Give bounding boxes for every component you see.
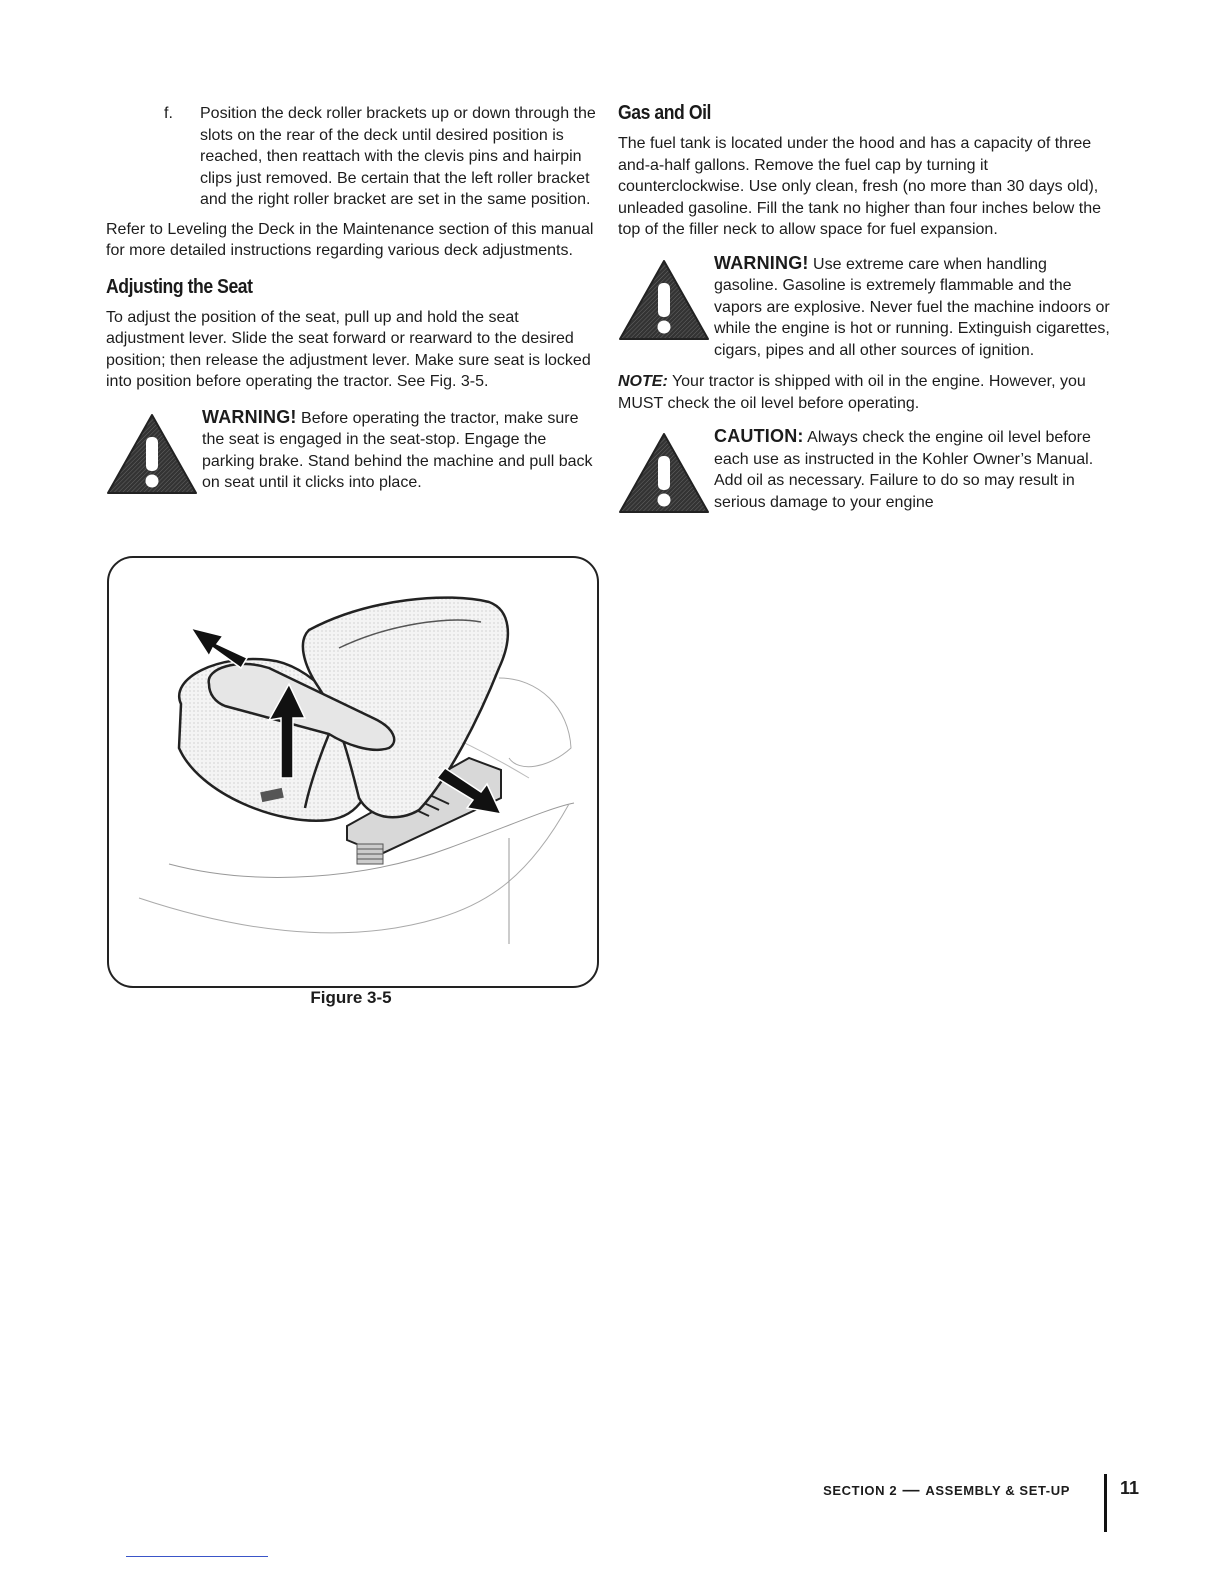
page-number: 11 bbox=[1120, 1478, 1140, 1498]
gas-warning bbox=[618, 253, 1110, 362]
step-f bbox=[106, 103, 596, 211]
bottom-rule bbox=[126, 1556, 268, 1557]
refer-paragraph: Refer to Leveling the Deck in the Maintenance section of this manual for more detailed instructions regarding various deck adjustments. bbox=[106, 220, 594, 259]
section-title: ASSEMBLY & SET-UP bbox=[925, 1483, 1070, 1498]
warning-triangle-icon bbox=[618, 257, 710, 341]
step-text: Position the deck roller brackets up or down through the slots on the rear of the deck until desired position is reached, then reattach with the clevis pins and hairpin clips just removed. Be certain that the left roller bracket and the right roller bracket are set in the same position. bbox=[200, 105, 596, 208]
seat-paragraph: To adjust the position of the seat, pull up and hold the seat adjustment lever. Slide the seat forward or rearward to the desired position; then release the adjustment lever. Make sure seat is locked into position before operating the tractor. See Fig. 3-5. bbox=[106, 308, 591, 390]
warning-keyword: WARNING! bbox=[202, 406, 297, 427]
section-footer bbox=[823, 1480, 1070, 1500]
forward-arrow-icon bbox=[191, 628, 247, 668]
footer-dash: — bbox=[902, 1480, 921, 1499]
fuel-paragraph: The fuel tank is located under the hood and has a capacity of three and-a-half gallons. Remove the fuel cap by turning it counterclockwise. Use only clean, fresh (no more than 30 days old), unleaded gasoline. Fill the tank no higher than four inches below the top of the filler neck to allow space for fuel expansion. bbox=[618, 135, 1101, 238]
seat-warning bbox=[106, 407, 596, 494]
warning-text: Use extreme care when handling gasoline. Gasoline is extremely flammable and the vapors are explosive. Never fuel the machine indoors or while the engine is hot or running. Extinguish cigarettes, cigars, pipes and all other sources of ignition. bbox=[714, 255, 1110, 359]
seat-figure bbox=[107, 556, 599, 988]
oil-caution bbox=[618, 426, 1110, 513]
footer-divider bbox=[1104, 1474, 1107, 1532]
note-keyword: NOTE: bbox=[618, 373, 668, 390]
caution-text: Always check the engine oil level before each use as instructed in the Kohler Owner’s Manual. Add oil as necessary. Failure to do so may result in serious damage to your engine bbox=[714, 429, 1094, 511]
caution-keyword: CAUTION: bbox=[714, 426, 804, 446]
seat-illustration bbox=[109, 558, 597, 986]
warning-keyword: WARNING! bbox=[714, 252, 809, 273]
warning-triangle-icon bbox=[106, 411, 198, 495]
caution-triangle-icon bbox=[618, 430, 710, 514]
left-column bbox=[106, 100, 596, 494]
step-letter: f. bbox=[164, 105, 173, 122]
spring bbox=[357, 844, 383, 864]
figure-caption: Figure 3-5 bbox=[310, 988, 392, 1007]
warning-text: Before operating the tractor, make sure the seat is engaged in the seat-stop. Engage the parking brake. Stand behind the machine and pull back on seat until it clicks into place. bbox=[202, 409, 593, 491]
adjusting-seat-heading: Adjusting the Seat bbox=[106, 275, 253, 298]
right-column bbox=[618, 100, 1110, 513]
note-paragraph bbox=[618, 371, 1110, 414]
note-text: Your tractor is shipped with oil in the engine. However, you MUST check the oil level before operating. bbox=[618, 373, 1086, 412]
section-number: SECTION 2 bbox=[823, 1483, 898, 1498]
gas-oil-heading: Gas and Oil bbox=[618, 102, 711, 124]
